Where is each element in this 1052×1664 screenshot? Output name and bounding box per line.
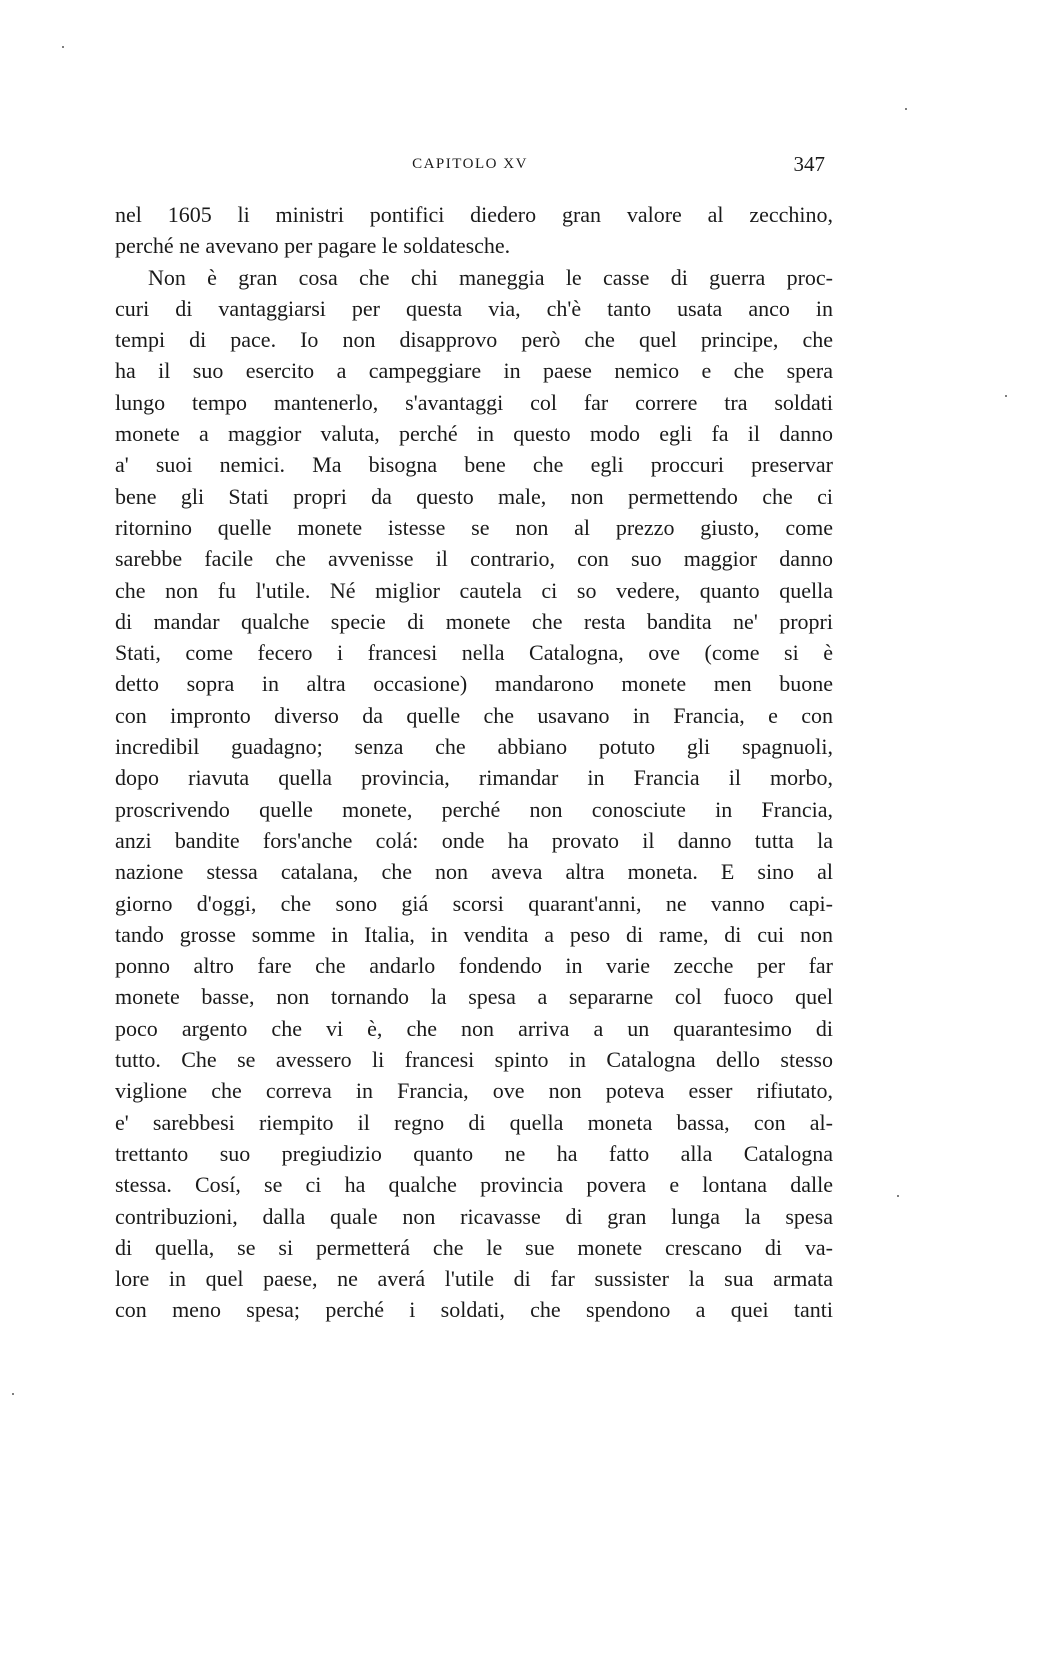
text-line: monete a maggior valuta, perché in questo modo egli fa il danno [115,421,833,447]
text-line: lungo tempo mantenerlo, s'avantaggi col far correre tra soldati [115,389,833,415]
text-line: Non è gran cosa che chi maneggia le casse di guerra proc- [148,264,833,290]
text-line: tando grosse somme in Italia, in vendita a peso di rame, di cui non [115,921,833,947]
text-line: di mandar qualche specie di monete che resta bandita ne' propri [115,608,833,634]
scan-speck [62,46,64,48]
text-line: lore in quel paese, ne averá l'utile di far sussister la sua armata [115,1266,833,1292]
text-line: di quella, se si permetterá che le sue monete crescano di va- [115,1234,833,1260]
text-line: nazione stessa catalana, che non aveva altra moneta. E sino al [115,859,833,885]
text-line: viglione che correva in Francia, ove non poteva esser rifiutato, [115,1078,833,1104]
text-line: stessa. Cosí, se ci ha qualche provincia povera e lontana dalle [115,1172,833,1198]
page-number: 347 [793,152,825,176]
chapter-title: CAPITOLO XV [412,156,528,172]
text-line: nel 1605 li ministri pontifici diedero gran valore al zecchino, [115,202,833,227]
text-line: poco argento che vi è, che non arriva a un quarantesimo di [115,1015,833,1041]
text-line: perché ne avevano per pagare le soldatesche. [115,233,511,259]
text-line: bene gli Stati propri da questo male, non permettendo che ci [115,483,833,509]
text-line: ritornino quelle monete istesse se non al prezzo giusto, come [115,514,833,540]
text-line: curi di vantaggiarsi per questa via, ch'è tanto usata anco in [115,295,833,321]
text-line: Stati, come fecero i francesi nella Catalogna, ove (come si è [115,640,833,666]
text-line: tutto. Che se avessero li francesi spinto in Catalogna dello stesso [115,1047,833,1073]
text-line: e' sarebbesi riempito il regno di quella moneta bassa, con al- [115,1109,833,1135]
text-line: con meno spesa; perché i soldati, che spendono a quei tanti [115,1297,833,1323]
text-line: incredibil guadagno; senza che abbiano potuto gli spagnuoli, [115,734,833,760]
text-line: ha il suo esercito a campeggiare in paese nemico e che spera [115,358,833,384]
body-text [115,199,833,1326]
text-line: ponno altro fare che andarlo fondendo in varie zecche per far [115,953,833,979]
text-line: trettanto suo pregiudizio quanto ne ha fatto alla Catalogna [115,1140,833,1166]
text-line: con impronto diverso da quelle che usavano in Francia, e con [115,702,833,728]
text-line: dopo riavuta quella provincia, rimandar in Francia il morbo, [115,765,833,791]
text-line: detto sopra in altra occasione) mandarono monete men buone [115,671,833,697]
text-line: contribuzioni, dalla quale non ricavasse di gran lunga la spesa [115,1203,833,1229]
scan-speck [1005,395,1007,397]
text-line: monete basse, non tornando la spesa a separarne col fuoco quel [115,984,833,1010]
text-line: che non fu l'utile. Né miglior cautela ci so vedere, quanto quella [115,577,833,603]
running-head [115,152,825,182]
text-line: sarebbe facile che avvenisse il contrario, con suo maggior danno [115,546,833,572]
text-line: tempi di pace. Io non disapprovo però che quel principe, che [115,327,833,353]
text-line: anzi bandite fors'anche colá: onde ha provato il danno tutta la [115,827,833,853]
text-line: proscrivendo quelle monete, perché non conosciute in Francia, [115,796,833,822]
text-line: giorno d'oggi, che sono giá scorsi quarant'anni, ne vanno capi- [115,890,833,916]
scan-speck [897,1195,899,1197]
scan-speck [12,1393,14,1395]
scan-speck [905,108,907,110]
text-line: a' suoi nemici. Ma bisogna bene che egli proccuri preservar [115,452,833,478]
